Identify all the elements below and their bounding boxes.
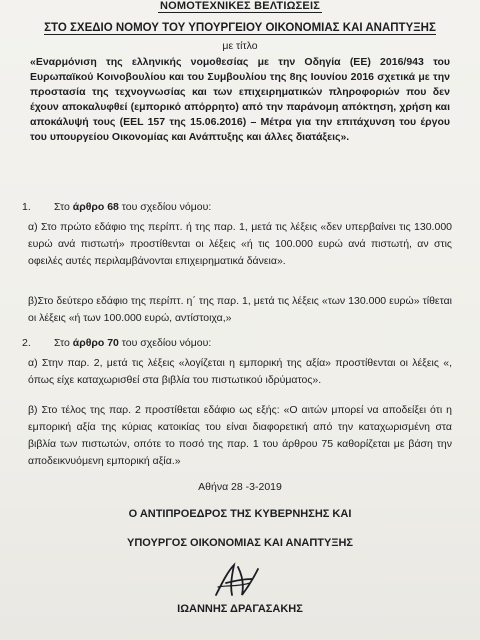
document-subtitle: με τίτλο [222,40,258,52]
signatory-title-line-2: ΥΠΟΥΡΓΟΣ ΟΙΚΟΝΟΜΙΑΣ ΚΑΙ ΑΝΑΠΤΥΞΗΣ [126,537,353,549]
signatory-title-line-1: Ο ΑΝΤΙΠΡΟΕΔΡΟΣ ΤΗΣ ΚΥΒΕΡΝΗΣΗΣ ΚΑΙ [128,508,352,520]
handwritten-signature [208,561,268,601]
bill-title-intro: «Εναρμόνιση της ελληνικής νομοθεσίας με την Οδηγία (ΕΕ) 2016/943 του Ευρωπαϊκού Κοινοβουλίου και του Συμβουλίου της 8ης Ιουνίου 2016 σχετικά με την προστασία της τεχνογνωσίας και των επιχειρηματικών πληροφοριών που δεν έχουν αποκαλυφθεί (εμπορικό απόρρητο) από την παράνομη απόκτηση, χρήση και αποκάλυψή τους (EEL 157 της 15.06.2016) – Μέτρα για την επιτάχυνση του έργου του υπουργείου Οικονομίας και Ανάπτυξης και άλλες διατάξεις». [30,56,450,143]
section-2-paragraph-b: β) Στο τέλος της παρ. 2 προστίθεται εδάφιο ως εξής: «Ο αιτών μπορεί να αποδείξει ότι η εμπορική αξία της κύριας κατοικίας του είναι διαφορετική από την καταχωρισμένη στα βιβλία των πιστωτών, οπότε το ποσό της παρ. 1 του άρθρου 75 καθορίζεται με βάση την αποδεικνυόμενη εμπορική αξία.» [28,404,452,467]
section-1-number: 1. [22,201,31,213]
section-2-article: άρθρο 70 [72,337,119,349]
document-date: Αθήνα 28 -3-2019 [198,481,282,493]
section-2-number: 2. [22,337,31,349]
section-2-heading: 2. Στο άρθρο 70 του σχεδίου νόμου: [22,337,212,349]
document-top-title: ΝΟΜΟΤΕΧΝΙΚΕΣ ΒΕΛΤΙΩΣΕΙΣ [159,0,321,12]
section-1-heading: 1. Στο άρθρο 68 του σχεδίου νόμου: [22,201,212,213]
section-1-article: άρθρο 68 [72,201,119,213]
section-1-paragraph-a: α) Στο πρώτο εδάφιο της περίπτ. ή της παρ. 1, μετά τις λέξεις «δεν υπερβαίνει τις 130.000 ευρώ ανά πιστωτή» προστίθενται οι λέξεις «ή τις 100.000 ευρώ ανά πιστωτή, αν στις οφειλές αυτές περιλαμβάνονται επιχειρηματικά δάνεια». [28,221,452,267]
signatory-name: ΙΩΑΝΝΗΣ ΔΡΑΓΑΣΑΚΗΣ [177,603,303,615]
document-heading: ΣΤΟ ΣΧΕΔΙΟ ΝΟΜΟΥ ΤΟΥ ΥΠΟΥΡΓΕΙΟΥ ΟΙΚΟΝΟΜΙΑΣ ΚΑΙ ΑΝΑΠΤΥΞΗΣ [44,22,436,34]
section-2-paragraph-a: α) Στην παρ. 2, μετά τις λέξεις «λογίζεται η εμπορική της αξία» προστίθενται οι λέξεις «, όπως είχε καταχωρισθεί στα βιβλία του πιστωτικού ιδρύματος». [28,357,452,386]
section-1-paragraph-b: β)Στο δεύτερο εδάφιο της περίπτ. η΄ της παρ. 1, μετά τις λέξεις «των 130.000 ευρώ» τίθεται οι λέξεις «ή των 100.000 ευρώ, αντίστοιχα,» [28,295,452,324]
